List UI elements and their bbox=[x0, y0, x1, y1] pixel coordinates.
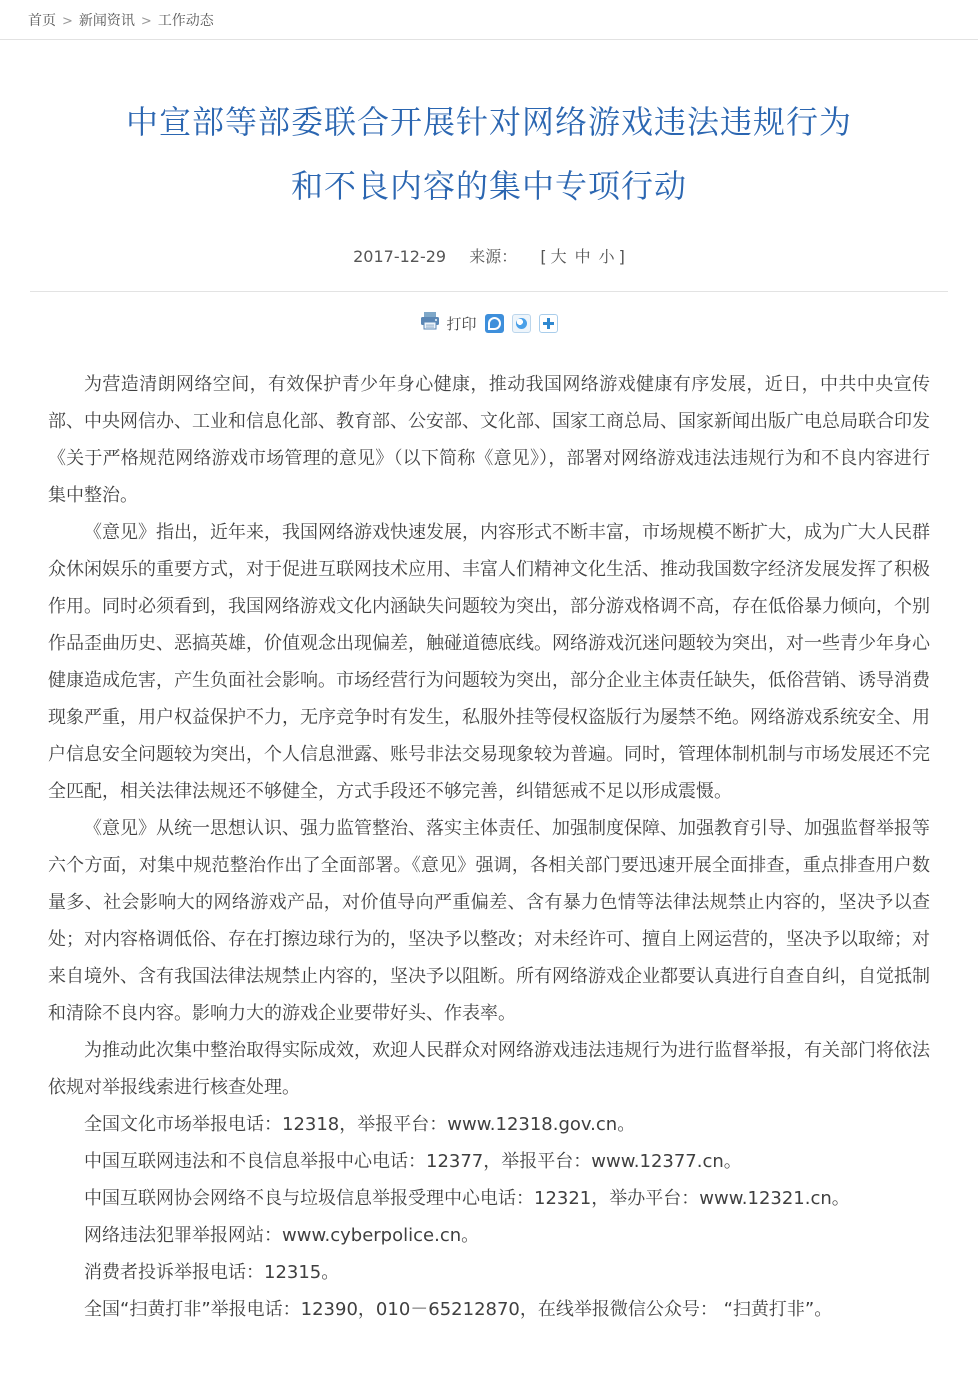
breadcrumb-item-news[interactable]: 新闻资讯 bbox=[78, 13, 135, 29]
article bbox=[0, 40, 978, 1388]
article-date: 2017-12-29 bbox=[353, 247, 447, 266]
breadcrumb-separator: > bbox=[140, 14, 152, 29]
report-site-cyberpolice: 网络违法犯罪举报网站：www.cyberpolice.cn。 bbox=[84, 1225, 480, 1246]
article-body bbox=[48, 366, 930, 1328]
print-label: 打印 bbox=[446, 314, 477, 333]
sina-weibo-share-icon[interactable] bbox=[485, 314, 504, 333]
font-size-bracket-close: ] bbox=[618, 247, 625, 266]
page-title-line1: 中宣部等部委联合开展针对网络游戏违法违规行为 bbox=[125, 103, 852, 141]
breadcrumb bbox=[0, 0, 978, 40]
font-size-medium-button[interactable]: 中 bbox=[574, 247, 591, 266]
meta-divider bbox=[30, 291, 948, 292]
page-title-line2: 和不良内容的集中专项行动 bbox=[290, 167, 687, 205]
paragraph: 《意见》从统一思想认识、强力监管整治、落实主体责任、加强制度保障、加强教育引导、加强监督举报等六个方面，对集中规范整治作出了全面部署。《意见》强调，各相关部门要迅速开展全面排查，重点排查用户数量多、社会影响大的网络游戏产品，对价值导向严重偏差、含有暴力色情等法律法规禁止内容的，坚决予以查处；对内容格调低俗、存在打擦边球行为的，坚决予以整改；对未经许可、擅自上网运营的，坚决予以取缔；对来自境外、含有我国法律法规禁止内容的，坚决予以阻断。所有网络游戏企业都要认真进行自查自纠，自觉抵制和清除不良内容。影响力大的游戏企业要带好头、作表率。 bbox=[48, 818, 930, 1024]
printer-icon bbox=[420, 312, 440, 334]
font-size-large-button[interactable]: 大 bbox=[550, 247, 567, 266]
page-title bbox=[48, 90, 930, 218]
report-hotline-12377: 中国互联网违法和不良信息举报中心电话：12377，举报平台：www.12377.cn。 bbox=[84, 1151, 742, 1172]
font-size-small-button[interactable]: 小 bbox=[598, 247, 615, 266]
breadcrumb-separator: > bbox=[62, 14, 73, 29]
report-hotline-saohuangdafei: 全国“扫黄打非”举报电话：12390，010－65212870，在线举报微信公众号： “扫黄打非”。 bbox=[84, 1299, 833, 1320]
share-row bbox=[48, 312, 930, 334]
share-more-icon[interactable] bbox=[539, 314, 558, 333]
print-button[interactable] bbox=[420, 312, 476, 334]
article-meta bbox=[48, 244, 930, 267]
breadcrumb-item-work-trends[interactable]: 工作动态 bbox=[157, 13, 214, 29]
paragraph: 为营造清朗网络空间，有效保护青少年身心健康，推动我国网络游戏健康有序发展，近日，中共中央宣传部、中央网信办、工业和信息化部、教育部、公安部、文化部、国家工商总局、国家新闻出版广电总局联合印发《关于严格规范网络游戏市场管理的意见》（以下简称《意见》），部署对网络游戏违法违规行为和不良内容进行集中整治。 bbox=[48, 374, 930, 506]
paragraph: 为推动此次集中整治取得实际成效，欢迎人民群众对网络游戏违法违规行为进行监督举报，有关部门将依法依规对举报线索进行核查处理。 bbox=[48, 1040, 930, 1098]
tencent-weibo-share-icon[interactable] bbox=[512, 314, 531, 333]
report-hotline-culture-market: 全国文化市场举报电话：12318，举报平台：www.12318.gov.cn。 bbox=[84, 1114, 636, 1135]
paragraph: 《意见》指出，近年来，我国网络游戏快速发展，内容形式不断丰富，市场规模不断扩大，成为广大人民群众休闲娱乐的重要方式，对于促进互联网技术应用、丰富人们精神文化生活、推动我国数字经济发展发挥了积极作用。同时必须看到，我国网络游戏文化内涵缺失问题较为突出，部分游戏格调不高，存在低俗暴力倾向，个别作品歪曲历史、恶搞英雄，价值观念出现偏差，触碰道德底线。网络游戏沉迷问题较为突出，对一些青少年身心健康造成危害，产生负面社会影响。市场经营行为问题较为突出，部分企业主体责任缺失，低俗营销、诱导消费现象严重，用户权益保护不力，无序竞争时有发生，私服外挂等侵权盗版行为屡禁不绝。网络游戏系统安全、用户信息安全问题较为突出，个人信息泄露、账号非法交易现象较为普遍。同时，管理体制机制与市场发展还不完全匹配，相关法律法规还不够健全，方式手段还不够完善，纠错惩戒不足以形成震慑。 bbox=[48, 522, 930, 802]
report-hotline-12321: 中国互联网协会网络不良与垃圾信息举报受理中心电话：12321，举办平台：www.12321.cn。 bbox=[84, 1188, 850, 1209]
font-size-bracket-open: [ bbox=[540, 247, 547, 266]
report-hotline-12315: 消费者投诉举报电话：12315。 bbox=[84, 1262, 340, 1283]
source-label: 来源： bbox=[469, 247, 518, 266]
breadcrumb-item-home[interactable]: 首页 bbox=[28, 13, 56, 29]
font-size-control bbox=[540, 247, 625, 266]
